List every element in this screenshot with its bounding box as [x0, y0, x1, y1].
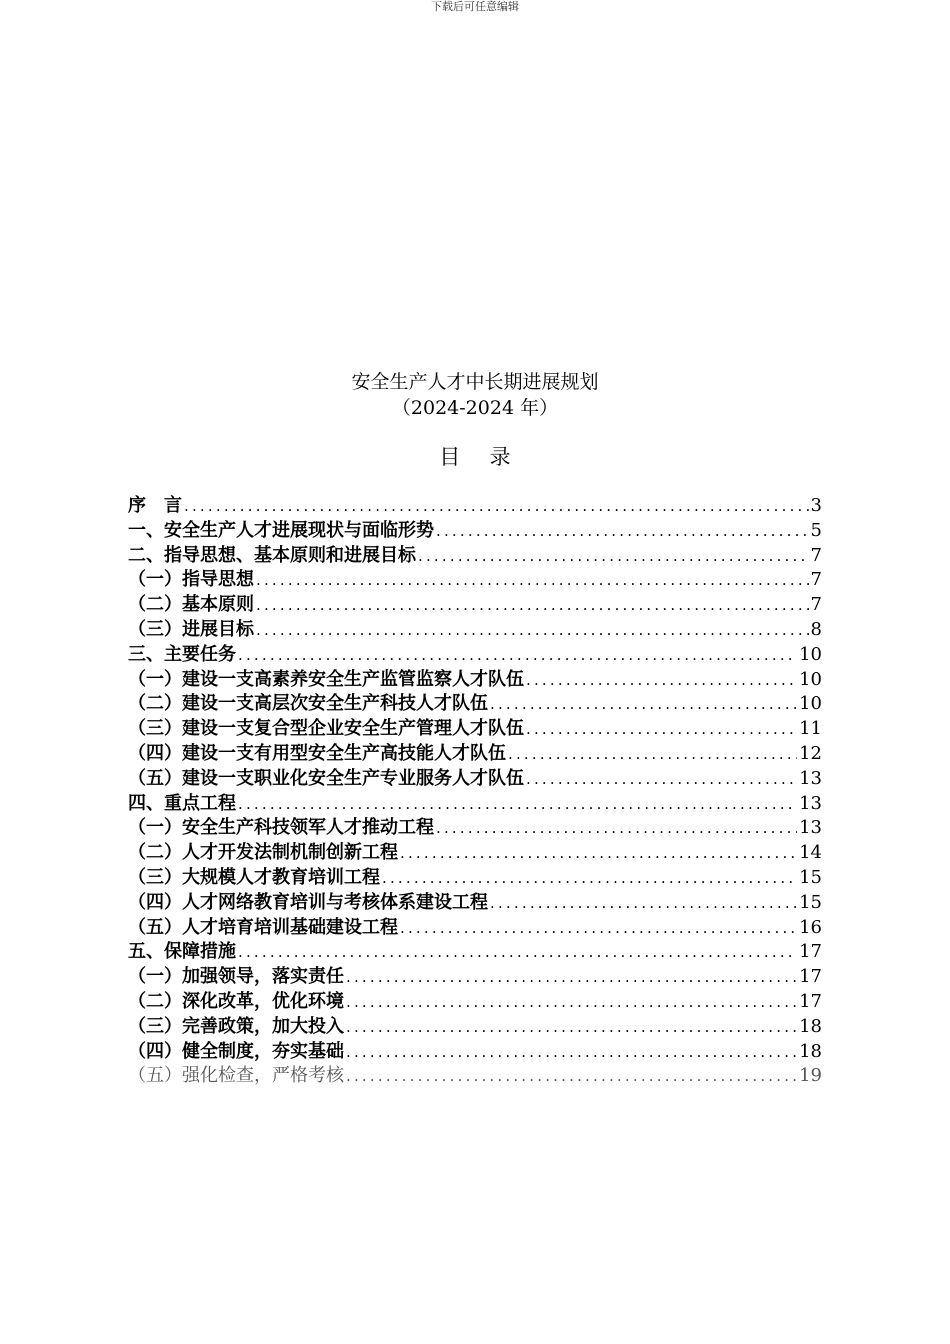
toc-entry-page-number: 17	[799, 966, 822, 988]
toc-entry-page-number: 17	[799, 941, 822, 963]
toc-entry-page-number: 15	[799, 891, 822, 913]
toc-entry-page-number: 16	[799, 916, 822, 938]
toc-entry[interactable]	[128, 990, 822, 1015]
toc-entry-page-number: 12	[799, 742, 822, 764]
toc-entry[interactable]	[128, 767, 822, 792]
toc-entry[interactable]	[128, 742, 822, 767]
toc-entry-title: 五、保障措施	[128, 941, 236, 963]
toc-dot-leader	[238, 940, 797, 965]
toc-entry-page-number: 18	[799, 1040, 822, 1062]
toc-dot-leader	[346, 990, 797, 1015]
document-subtitle: （2024-2024 年）	[391, 397, 559, 419]
toc-dot-leader	[346, 1015, 797, 1040]
toc-dot-leader	[184, 494, 809, 519]
toc-entry-title: （一）安全生产科技领军人才推动工程	[128, 817, 434, 839]
toc-entry[interactable]	[128, 692, 822, 717]
toc-dot-leader	[418, 544, 809, 569]
toc-entry-title: （二）人才开发法制机制创新工程	[128, 842, 398, 864]
toc-entry[interactable]	[128, 891, 822, 916]
toc-entry-title: （三）完善政策，加大投入	[128, 1015, 344, 1037]
toc-entry-title: （五）强化检查，严格考核	[128, 1065, 344, 1087]
toc-dot-leader	[400, 916, 797, 941]
toc-entry-page-number: 13	[799, 767, 822, 789]
toc-dot-leader	[238, 792, 797, 817]
toc-entry[interactable]	[128, 593, 822, 618]
toc-entry[interactable]	[128, 494, 822, 519]
toc-entry-page-number: 15	[799, 866, 822, 888]
toc-entry[interactable]	[128, 965, 822, 990]
toc-entry-page-number: 13	[799, 817, 822, 839]
toc-dot-leader	[490, 692, 797, 717]
toc-entry-page-number: 11	[799, 718, 822, 740]
toc-dot-leader	[526, 767, 797, 792]
toc-entry-title: （二）建设一支高层次安全生产科技人才队伍	[128, 693, 488, 715]
toc-dot-leader	[508, 742, 797, 767]
toc-entry[interactable]	[128, 841, 822, 866]
toc-dot-leader	[346, 1040, 797, 1065]
toc-entry-page-number: 7	[810, 569, 822, 591]
toc-entry[interactable]	[128, 1040, 822, 1065]
toc-entry-page-number: 10	[799, 693, 822, 715]
toc-entry-title: （三）大规模人才教育培训工程	[128, 866, 380, 888]
toc-entry-title: （一）建设一支高素养安全生产监管监察人才队伍	[128, 668, 524, 690]
page-header-note: 下载后可任意编辑	[431, 0, 519, 13]
toc-dot-leader	[256, 618, 809, 643]
toc-entry[interactable]	[128, 717, 822, 742]
toc-entry-title: （四）人才网络教育培训与考核体系建设工程	[128, 891, 488, 913]
toc-entry-page-number: 13	[799, 792, 822, 814]
toc-dot-leader	[346, 1064, 797, 1089]
toc-entry-page-number: 10	[799, 643, 822, 665]
toc-dot-leader	[436, 519, 809, 544]
toc-entry[interactable]	[128, 643, 822, 668]
toc-entry-title: （二）基本原则	[128, 594, 254, 616]
toc-entry-title: 三、主要任务	[128, 643, 236, 665]
toc-entry[interactable]	[128, 519, 822, 544]
toc-dot-leader	[238, 643, 797, 668]
toc-entry[interactable]	[128, 866, 822, 891]
toc-entry-title: 二、指导思想、基本原则和进展目标	[128, 544, 416, 566]
toc-entry-page-number: 7	[810, 594, 822, 616]
toc-entry[interactable]	[128, 792, 822, 817]
toc-dot-leader	[382, 866, 797, 891]
toc-entry-page-number: 5	[810, 519, 822, 541]
toc-entry-title: （三）建设一支复合型企业安全生产管理人才队伍	[128, 718, 524, 740]
toc-entry-page-number: 7	[810, 544, 822, 566]
toc-entry-title: （一）指导思想	[128, 569, 254, 591]
toc-entry-page-number: 17	[799, 990, 822, 1012]
toc-entry[interactable]	[128, 816, 822, 841]
document-title: 安全生产人才中长期进展规划	[351, 371, 599, 393]
toc-entry[interactable]	[128, 568, 822, 593]
toc-entry-title: （五）建设一支职业化安全生产专业服务人才队伍	[128, 767, 524, 789]
toc-entry[interactable]	[128, 618, 822, 643]
toc-entry-title: 序 言	[128, 495, 182, 516]
toc-entry-title: （四）建设一支有用型安全生产高技能人才队伍	[128, 742, 506, 764]
toc-dot-leader	[526, 668, 797, 693]
toc-entry-title: （三）进展目标	[128, 618, 254, 640]
toc-entry-page-number: 19	[799, 1065, 822, 1087]
toc-entry-title: （四）健全制度，夯实基础	[128, 1040, 344, 1062]
toc-entry-title: （五）人才培育培训基础建设工程	[128, 916, 398, 938]
toc-entry[interactable]	[128, 916, 822, 941]
toc-entry-page-number: 14	[799, 842, 822, 864]
toc-entry-title: 一、安全生产人才进展现状与面临形势	[128, 519, 434, 541]
toc-dot-leader	[526, 717, 797, 742]
toc-entry-page-number: 18	[799, 1015, 822, 1037]
toc-entry[interactable]	[128, 544, 822, 569]
toc-entry-page-number: 8	[810, 618, 822, 640]
toc-dot-leader	[346, 965, 797, 990]
toc-entry[interactable]	[128, 668, 822, 693]
toc-entry-page-number: 3	[810, 495, 822, 516]
toc-entry[interactable]	[128, 940, 822, 965]
table-of-contents	[128, 494, 822, 1089]
toc-dot-leader	[400, 841, 797, 866]
toc-entry[interactable]	[128, 1064, 822, 1089]
toc-entry-title: 四、重点工程	[128, 792, 236, 814]
toc-entry-page-number: 10	[799, 668, 822, 690]
toc-dot-leader	[490, 891, 797, 916]
toc-heading: 目录	[439, 445, 541, 469]
toc-entry[interactable]	[128, 1015, 822, 1040]
toc-dot-leader	[256, 568, 809, 593]
toc-dot-leader	[436, 816, 797, 841]
toc-dot-leader	[256, 593, 809, 618]
toc-entry-title: （一）加强领导，落实责任	[128, 966, 344, 988]
toc-entry-title: （二）深化改革，优化环境	[128, 990, 344, 1012]
